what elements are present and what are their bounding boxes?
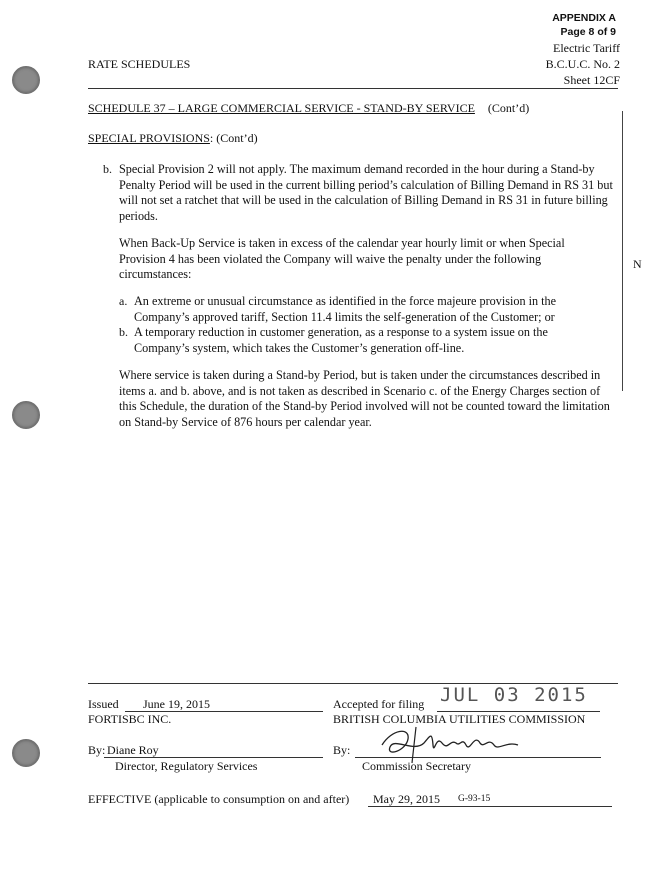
margin-marker-n: N bbox=[633, 257, 642, 271]
effective-label: EFFECTIVE (applicable to consumption on and after) bbox=[88, 792, 350, 806]
effective-line bbox=[368, 806, 612, 807]
effective-date: May 29, 2015 bbox=[373, 792, 440, 806]
rate-schedules-title: RATE SCHEDULES bbox=[88, 57, 191, 71]
by2-label: By: bbox=[333, 743, 351, 757]
accepted-label: Accepted for filing bbox=[333, 697, 425, 711]
commission-name: BRITISH COLUMBIA UTILITIES COMMISSION bbox=[333, 712, 586, 726]
subitem-a-marker: a. bbox=[119, 294, 128, 308]
company-name: FORTISBC INC. bbox=[88, 712, 172, 726]
special-provisions-heading bbox=[88, 131, 258, 146]
special-provisions-label: SPECIAL PROVISIONS bbox=[88, 131, 210, 145]
by-name: Diane Roy bbox=[107, 743, 159, 757]
bcuc-number: B.C.U.C. No. 2 bbox=[545, 57, 620, 71]
tariff-name: Electric Tariff bbox=[552, 41, 620, 55]
received-date-stamp: JUL 03 2015 bbox=[440, 684, 588, 706]
change-bar bbox=[622, 111, 623, 391]
by-title: Director, Regulatory Services bbox=[115, 759, 258, 773]
sheet-number: Sheet 12CF bbox=[563, 73, 620, 87]
binder-hole-middle bbox=[12, 401, 40, 429]
issued-label: Issued bbox=[88, 697, 119, 711]
subitem-b-marker: b. bbox=[119, 325, 128, 339]
header-rule bbox=[88, 88, 618, 89]
binder-hole-top bbox=[12, 66, 40, 94]
order-number: G-93-15 bbox=[458, 794, 491, 804]
item-b-text: Special Provision 2 will not apply. The maximum demand recorded in the hour during a Stand-by Penalty Period will be used in the current billing period’s calculation of Billing Demand in RS 31 but will not set a ratchet that will be used in the calculation of Billing Demand in RS 31 in future billing periods. bbox=[119, 162, 613, 223]
subitem-b-text: A temporary reduction in customer generation, as a response to a system issue on the Company’s system, which takes the Customer’s generation off-line. bbox=[134, 325, 548, 355]
by-label: By: bbox=[88, 743, 106, 757]
commission-secretary: Commission Secretary bbox=[362, 759, 471, 773]
binder-hole-bottom bbox=[12, 739, 40, 767]
page-number: Page 8 of 9 bbox=[560, 26, 616, 38]
issued-date: June 19, 2015 bbox=[143, 697, 210, 711]
standby-period-paragraph: Where service is taken during a Stand-by Period, but is taken under the circumstances described in items a. and b. above, and is not taken as described in Scenario c. of the Energy Charges section of this Schedule, the duration of the Stand-by Period involved will not be counted toward the limitation on Stand-by Service of 876 hours per calendar year. bbox=[119, 368, 610, 429]
schedule-title: SCHEDULE 37 – LARGE COMMERCIAL SERVICE - STAND-BY SERVICE bbox=[88, 101, 475, 115]
item-b-marker: b. bbox=[103, 162, 112, 176]
schedule-cont: (Cont’d) bbox=[487, 101, 530, 115]
backup-service-paragraph: When Back-Up Service is taken in excess of the calendar year hourly limit or when Special Provision 4 has been violated the Company will waive the penalty under the following circumstances: bbox=[119, 236, 565, 281]
schedule-heading bbox=[88, 101, 529, 116]
appendix-label: APPENDIX A bbox=[552, 12, 616, 24]
special-provisions-cont: : (Cont’d) bbox=[209, 131, 258, 145]
subitem-a-text: An extreme or unusual circumstance as identified in the force majeure provision in the Company’s approved tariff, Section 11.4 limits the self-generation of the Customer; or bbox=[134, 294, 557, 324]
by-line bbox=[104, 757, 323, 758]
